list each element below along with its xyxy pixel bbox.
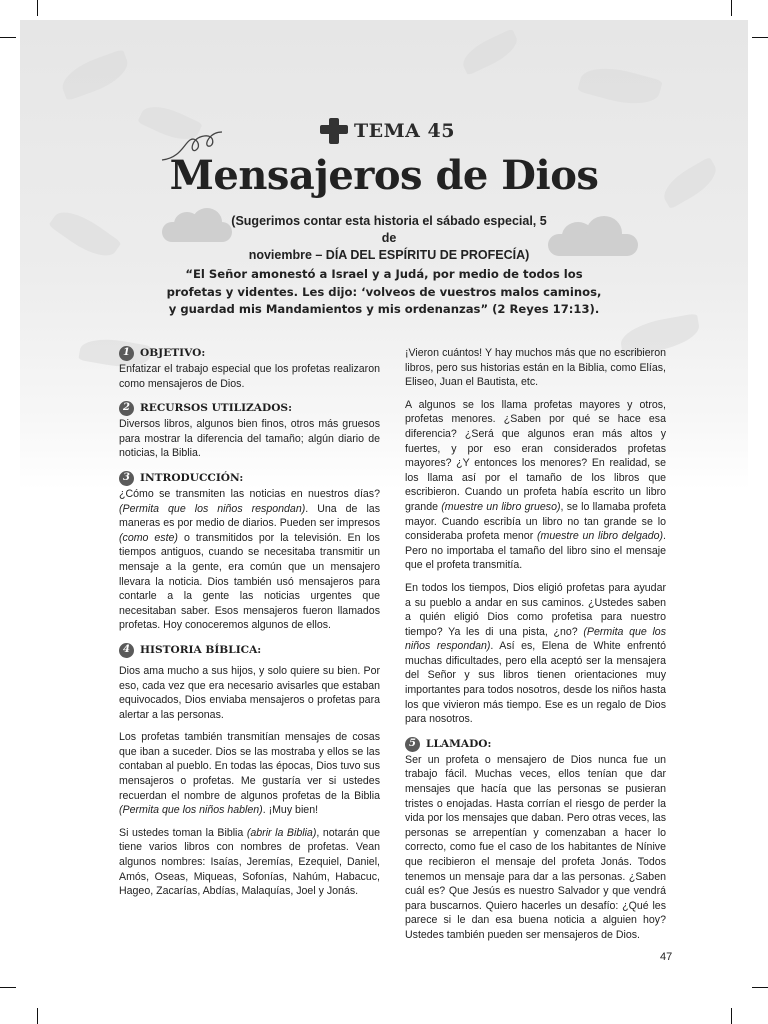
crop-mark [731,0,732,16]
cloud-icon [162,208,232,242]
cross-icon [318,118,350,144]
subtitle-line: noviembre – DÍA DEL ESPÍRITU DE PROFECÍA) [248,248,530,262]
subtitle-line: (Sugerimos contar esta historia el sábado especial, 5 de [231,214,547,245]
section-heading [119,346,380,361]
left-column [119,346,380,907]
section-text: Los profetas también transmitían mensajes de cosas que iban a suceder. Dios se las mostraba y ellos se las contaban al pueblo. En todas las épocas, Dios tuvo sus mensajeros o profetas. Me gustaría ver si ustedes recuerdan el nombre de algunos profetas de la Biblia (Permita que los niños hablen). ¡Muy bien! [119,731,380,817]
crop-mark [0,37,16,38]
right-column [405,346,666,951]
cloud-icon [548,216,638,256]
section-heading [405,737,666,752]
crop-mark [37,1008,38,1024]
subtitle [224,213,554,264]
section-title: OBJETIVO: [140,347,206,360]
section-text: Dios ama mucho a sus hijos, y solo quiere su bien. Por eso, cada vez que era necesario avisarles que estaban equivocados, Dios enviaba mensajeros o profetas para alertar a las personas. [119,664,380,721]
crop-mark [0,987,16,988]
section-heading [119,471,380,486]
section-number-badge: 1 [119,346,134,361]
section-number-badge: 3 [119,471,134,486]
section-title: INTRODUCCIÓN: [140,472,244,485]
section-text: Ser un profeta o mensajero de Dios nunca fue un trabajo fácil. Muchas veces, ellos tenían que dar mensajes que hacía que las personas se pusieran tristes o enojadas. Hasta corrían el riesgo de perder la vida por los mensajes que daban. Pero otras veces, las personas se arrepentían y comenzaban a hacer lo correcto, como fue el caso de los habitantes de Nínive que recibieron el mensaje del profeta Jonás. Todos tenemos un mensaje para dar a las personas. ¿Saben cuál es? Que Jesús es nuestro Salvador y que vendrá para buscarnos. Quiero hacerles un desafío: ¿Qué les parece si le dan esa buena noticia a alguien hoy? Ustedes también pueden ser mensajeros de Dios. [405,753,666,941]
tema-label: TEMA 45 [354,120,455,142]
crop-mark [37,0,38,16]
section-title: RECURSOS UTILIZADOS: [140,402,292,415]
section-heading [119,401,380,416]
section-number-badge: 5 [405,737,420,752]
crop-mark [752,987,768,988]
section-number-badge: 4 [119,643,134,658]
section-text: ¿Cómo se transmiten las noticias en nuestros días? (Permita que los niños respondan). Una de las maneras es por medio de diarios. Pueden ser impresos (como este) o transmitidos por la televisión. En los tiempos antiguos, cuando se necesitaba transmitir un mensaje a la gente, era común que un mensajero llevara la noticia. Dios también usó mensajeros para contarle a la gente las noticias urgentes que necesitaban saber. Esos mensajeros fueron llamados profetas. Hoy conoceremos algunos de ellos. [119,487,380,632]
crop-mark [731,1008,732,1024]
section-title: LLAMADO: [426,738,492,751]
verse-line: profetas y videntes. Les dijo: ‘volveos de vuestros malos caminos, [166,284,602,299]
section-text: A algunos se los llama profetas mayores y otros, profetas menores. ¿Saben por qué se hace esa diferencia? ¿Será que algunos eran más altos y fuertes, y por eso eran considerados profetas mayores? ¿Y entonces los menores? En realidad, se los llama así por el tamaño de los libros que escribieron. Cuando un profeta había escrito un libro grande (muestre un libro grueso), se lo llamaba profeta mayor. Cuando escribía un libro no tan grande se lo consideraba profeta menor (muestre un libro delgado). Pero no importaba el tamaño del libro sino el mensaje que el profeta transmitía. [405,398,666,572]
crop-mark [752,37,768,38]
verse-line: “El Señor amonestó a Israel y a Judá, por medio de todos los [185,267,583,281]
section-text: Enfatizar el trabajo especial que los profetas realizaron como mensajeros de Dios. [119,363,380,390]
section-text: Diversos libros, algunos bien finos, otros más gruesos para mostrar la diferencia del tamaño; algún diario de noticias, la Biblia. [119,418,380,460]
section-number-badge: 2 [119,401,134,416]
page-number: 47 [660,951,673,963]
bible-verse [150,266,618,319]
page-title: Mensajeros de Dios [169,152,599,199]
verse-line: y guardad mis Mandamientos y mis ordenanzas” (2 Reyes 17:13). [168,302,600,316]
section-text: ¡Vieron cuántos! Y hay muchos más que no escribieron libros, pero sus historias están en la Biblia, como Elías, Eliseo, Juan el Bautista, etc. [405,347,666,389]
background-leaf [577,60,663,112]
section-title: HISTORIA BÍBLICA: [140,644,262,657]
background-leaf [48,202,121,265]
background-leaf [458,28,523,75]
section-text: En todos los tiempos, Dios eligió profetas para ayudar a su pueblo a andar en sus caminos. ¿Ustedes saben a quién eligió Dios como profetisa para nuestro tiempo? Ya les di una pista, ¿no? (Permita que los niños respondan). Así es, Elena de White enfrentó muchas dificultades, pero ella aceptó ser la mensajera del Señor y sus libros tienen orientaciones muy importantes para todos nosotros, desde los niños hasta los que vivieron más tiempo. Ese es un regalo de Dios para nosotros. [405,581,667,726]
section-text: Si ustedes toman la Biblia (abrir la Biblia), notarán que tiene varios libros con nombres de profetas. Vean algunos nombres: Isaías, Jeremías, Ezequiel, Daniel, Amós, Oseas, Miqueas, Sofonías, Nahúm, Habacuc, Hageo, Zacarías, Abdías, Malaquías, Joel y Jonás. [119,826,380,898]
background-leaf [57,49,133,101]
section-heading [119,643,380,658]
tema-heading [318,116,478,146]
